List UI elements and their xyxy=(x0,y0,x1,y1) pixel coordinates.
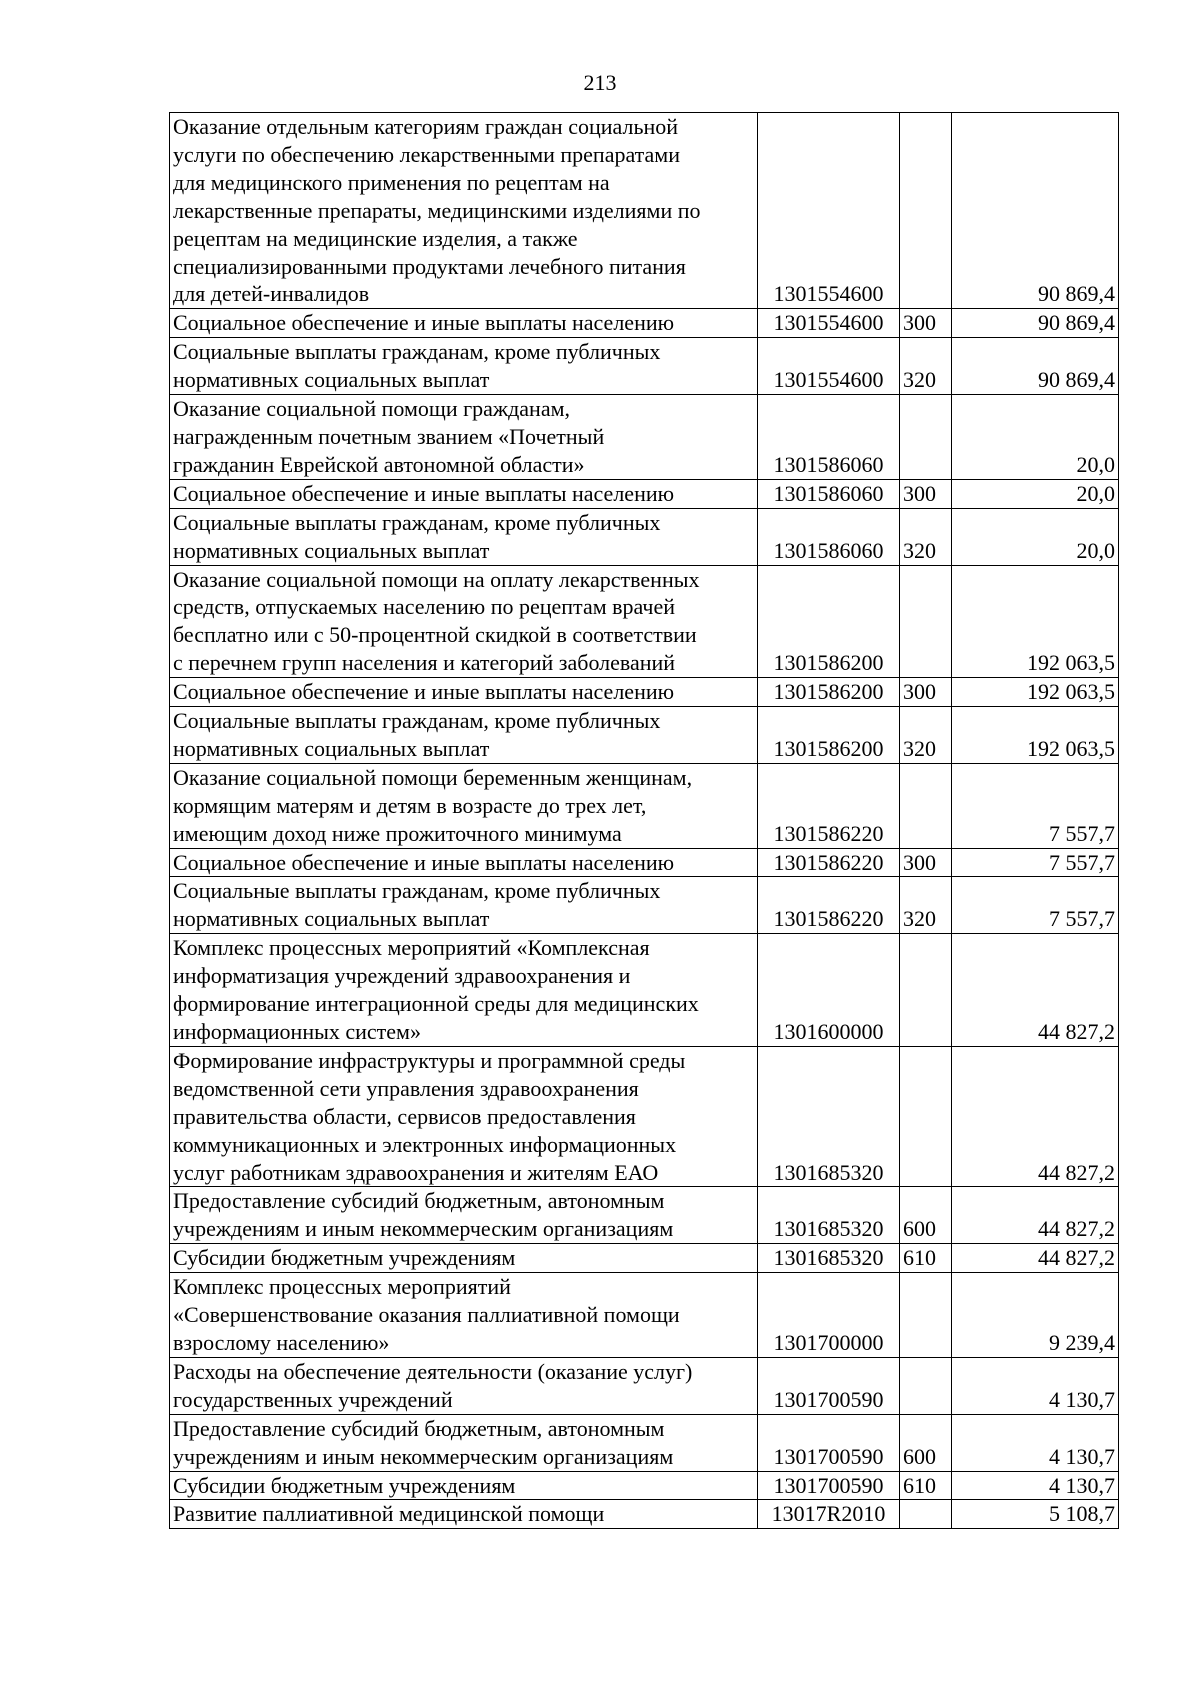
expense-name-line: награжденным почетным званием «Почетный xyxy=(173,423,605,449)
expense-name-line: информационных систем» xyxy=(173,1019,421,1044)
expense-name-cell xyxy=(170,479,758,508)
budget-table-body xyxy=(170,113,1119,1529)
amount-cell: 44 827,2 xyxy=(952,1244,1119,1273)
table-row xyxy=(170,707,1119,764)
expense-name-line: Социальное обеспечение и иные выплаты населению xyxy=(173,849,675,875)
expense-name-line: государственных учреждений xyxy=(173,1386,453,1412)
expense-name-line: Оказание отдельным категориям граждан социальной xyxy=(173,114,679,139)
expense-name-line: учреждениям и иным некоммерческим организациям xyxy=(173,1443,674,1469)
target-article-code-cell: 1301586060 xyxy=(758,508,900,565)
expense-type-code-cell xyxy=(900,1500,952,1529)
target-article-code-cell: 1301586060 xyxy=(758,479,900,508)
expense-name-line: Социальные выплаты гражданам, кроме публичных xyxy=(173,509,661,535)
expense-type-code-cell: 320 xyxy=(900,707,952,764)
expense-name-line: Субсидии бюджетным учреждениям xyxy=(173,1245,516,1271)
expense-name-line: «Совершенствование оказания паллиативной помощи xyxy=(173,1302,680,1328)
table-row xyxy=(170,877,1119,934)
target-article-code-cell: 1301600000 xyxy=(758,934,900,1047)
expense-name-line: Социальные выплаты гражданам, кроме публичных xyxy=(173,878,661,904)
expense-name-cell xyxy=(170,395,758,480)
amount-cell: 4 130,7 xyxy=(952,1414,1119,1471)
amount-cell: 7 557,7 xyxy=(952,848,1119,877)
expense-name-line: Оказание социальной помощи беременным женщинам, xyxy=(173,764,693,790)
expense-name-cell xyxy=(170,1187,758,1244)
expense-name-line: лекарственные препараты, медицинскими изделиями по xyxy=(173,197,701,223)
expense-name-line: кормящим матерям и детям в возрасте до трех лет, xyxy=(173,792,647,818)
expense-name-line: Социальное обеспечение и иные выплаты населению xyxy=(173,679,675,705)
expense-name-line: рецептам на медицинские изделия, а также xyxy=(173,225,578,251)
table-row xyxy=(170,763,1119,848)
expense-type-code-cell: 300 xyxy=(900,309,952,338)
expense-name-cell xyxy=(170,1357,758,1414)
table-row xyxy=(170,508,1119,565)
expense-name-line: для детей-инвалидов xyxy=(173,281,370,307)
amount-cell: 192 063,5 xyxy=(952,707,1119,764)
expense-name-line: взрослому населению» xyxy=(173,1329,390,1355)
target-article-code-cell: 1301700000 xyxy=(758,1273,900,1358)
expense-type-code-cell: 320 xyxy=(900,508,952,565)
target-article-code-cell: 1301586060 xyxy=(758,395,900,480)
table-row xyxy=(170,479,1119,508)
amount-cell: 20,0 xyxy=(952,479,1119,508)
expense-name-line: для медицинского применения по рецептам на xyxy=(173,169,610,195)
table-row xyxy=(170,1357,1119,1414)
expense-name-cell xyxy=(170,309,758,338)
amount-cell: 20,0 xyxy=(952,508,1119,565)
amount-cell: 7 557,7 xyxy=(952,877,1119,934)
expense-type-code-cell xyxy=(900,763,952,848)
expense-type-code-cell: 320 xyxy=(900,877,952,934)
expense-name-line: учреждениям и иным некоммерческим организациям xyxy=(173,1216,674,1242)
expense-name-line: услуг работникам здравоохранения и жителям ЕАО xyxy=(173,1159,659,1185)
expense-type-code-cell: 610 xyxy=(900,1471,952,1500)
expense-name-line: Субсидии бюджетным учреждениям xyxy=(173,1472,516,1498)
expense-type-code-cell xyxy=(900,395,952,480)
table-row xyxy=(170,678,1119,707)
target-article-code-cell: 1301685320 xyxy=(758,1187,900,1244)
expense-name-line: гражданин Еврейской автономной области» xyxy=(173,451,585,477)
expense-name-line: Социальные выплаты гражданам, кроме публичных xyxy=(173,339,661,365)
target-article-code-cell: 1301586220 xyxy=(758,848,900,877)
expense-name-line: Расходы на обеспечение деятельности (оказание услуг) xyxy=(173,1358,693,1384)
expense-name-line: Комплекс процессных мероприятий «Комплексная xyxy=(173,935,650,961)
expense-type-code-cell xyxy=(900,113,952,309)
expense-name-line: Предоставление субсидий бюджетным, автономным xyxy=(173,1415,665,1441)
target-article-code-cell: 1301700590 xyxy=(758,1414,900,1471)
expense-name-cell xyxy=(170,338,758,395)
target-article-code-cell: 1301685320 xyxy=(758,1244,900,1273)
expense-name-line: Социальное обеспечение и иные выплаты населению xyxy=(173,310,675,336)
expense-name-line: Предоставление субсидий бюджетным, автономным xyxy=(173,1188,665,1214)
amount-cell: 5 108,7 xyxy=(952,1500,1119,1529)
expense-name-cell xyxy=(170,707,758,764)
expense-name-line: имеющим доход ниже прожиточного минимума xyxy=(173,820,622,846)
expense-type-code-cell xyxy=(900,934,952,1047)
amount-cell: 44 827,2 xyxy=(952,1046,1119,1187)
expense-name-line: Комплекс процессных мероприятий xyxy=(173,1274,511,1300)
amount-cell: 9 239,4 xyxy=(952,1273,1119,1358)
expense-name-cell xyxy=(170,934,758,1047)
table-row xyxy=(170,565,1119,678)
expense-name-cell xyxy=(170,1046,758,1187)
expense-name-line: нормативных социальных выплат xyxy=(173,735,490,761)
table-row xyxy=(170,395,1119,480)
expense-name-line: нормативных социальных выплат xyxy=(173,367,490,393)
expense-name-cell xyxy=(170,763,758,848)
expense-type-code-cell: 300 xyxy=(900,479,952,508)
expense-name-cell xyxy=(170,508,758,565)
expense-name-line: Формирование инфраструктуры и программной среды xyxy=(173,1047,686,1073)
amount-cell: 20,0 xyxy=(952,395,1119,480)
expense-name-line: с перечнем групп населения и категорий заболеваний xyxy=(173,650,676,676)
amount-cell: 90 869,4 xyxy=(952,338,1119,395)
expense-name-line: Социальное обеспечение и иные выплаты населению xyxy=(173,480,675,506)
expense-name-cell xyxy=(170,1273,758,1358)
amount-cell: 90 869,4 xyxy=(952,113,1119,309)
expense-name-line: средств, отпускаемых населению по рецептам врачей xyxy=(173,594,676,620)
target-article-code-cell: 1301700590 xyxy=(758,1471,900,1500)
expense-name-line: формирование интеграционной среды для медицинских xyxy=(173,991,699,1017)
expense-name-line: услуги по обеспечению лекарственными препаратами xyxy=(173,141,680,167)
expense-name-line: Оказание социальной помощи гражданам, xyxy=(173,396,570,422)
expense-type-code-cell xyxy=(900,1273,952,1358)
expense-name-cell xyxy=(170,1244,758,1273)
target-article-code-cell: 13017R2010 xyxy=(758,1500,900,1529)
table-row xyxy=(170,1500,1119,1529)
expense-name-line: специализированными продуктами лечебного питания xyxy=(173,253,686,279)
target-article-code-cell: 1301586200 xyxy=(758,565,900,678)
table-row xyxy=(170,1414,1119,1471)
amount-cell: 4 130,7 xyxy=(952,1471,1119,1500)
amount-cell: 192 063,5 xyxy=(952,565,1119,678)
target-article-code-cell: 1301554600 xyxy=(758,309,900,338)
expense-name-line: коммуникационных и электронных информационных xyxy=(173,1131,677,1157)
amount-cell: 90 869,4 xyxy=(952,309,1119,338)
target-article-code-cell: 1301554600 xyxy=(758,338,900,395)
target-article-code-cell: 1301700590 xyxy=(758,1357,900,1414)
page-number: 213 xyxy=(583,70,617,95)
expense-name-line: Развитие паллиативной медицинской помощи xyxy=(173,1501,605,1527)
table-row xyxy=(170,338,1119,395)
expense-name-cell xyxy=(170,113,758,309)
amount-cell: 44 827,2 xyxy=(952,1187,1119,1244)
expense-name-cell xyxy=(170,1471,758,1500)
expense-name-line: бесплатно или с 50-процентной скидкой в соответствии xyxy=(173,622,697,648)
expense-name-line: нормативных социальных выплат xyxy=(173,906,490,932)
expense-type-code-cell: 600 xyxy=(900,1187,952,1244)
expense-name-cell xyxy=(170,877,758,934)
expense-name-cell xyxy=(170,1500,758,1529)
expense-name-cell xyxy=(170,678,758,707)
expense-type-code-cell xyxy=(900,1357,952,1414)
expense-name-line: нормативных социальных выплат xyxy=(173,537,490,563)
table-row xyxy=(170,1471,1119,1500)
amount-cell: 192 063,5 xyxy=(952,678,1119,707)
table-row xyxy=(170,1046,1119,1187)
table-row xyxy=(170,1187,1119,1244)
expense-name-line: информатизация учреждений здравоохранения и xyxy=(173,963,631,989)
target-article-code-cell: 1301586200 xyxy=(758,678,900,707)
table-row xyxy=(170,1244,1119,1273)
expense-type-code-cell xyxy=(900,1046,952,1187)
expense-type-code-cell xyxy=(900,565,952,678)
expense-type-code-cell: 610 xyxy=(900,1244,952,1273)
budget-table xyxy=(169,112,1119,1529)
expense-name-line: ведомственной сети управления здравоохранения xyxy=(173,1075,639,1101)
expense-name-cell xyxy=(170,1414,758,1471)
table-row xyxy=(170,1273,1119,1358)
expense-name-line: Оказание социальной помощи на оплату лекарственных xyxy=(173,566,700,592)
expense-name-cell xyxy=(170,565,758,678)
amount-cell: 4 130,7 xyxy=(952,1357,1119,1414)
expense-name-line: Социальные выплаты гражданам, кроме публичных xyxy=(173,708,661,734)
expense-type-code-cell: 300 xyxy=(900,678,952,707)
target-article-code-cell: 1301685320 xyxy=(758,1046,900,1187)
target-article-code-cell: 1301554600 xyxy=(758,113,900,309)
table-row xyxy=(170,309,1119,338)
table-row xyxy=(170,113,1119,309)
expense-type-code-cell: 300 xyxy=(900,848,952,877)
expense-name-line: правительства области, сервисов предоставления xyxy=(173,1103,636,1129)
amount-cell: 44 827,2 xyxy=(952,934,1119,1047)
target-article-code-cell: 1301586220 xyxy=(758,877,900,934)
table-row xyxy=(170,934,1119,1047)
amount-cell: 7 557,7 xyxy=(952,763,1119,848)
target-article-code-cell: 1301586220 xyxy=(758,763,900,848)
target-article-code-cell: 1301586200 xyxy=(758,707,900,764)
expense-name-cell xyxy=(170,848,758,877)
expense-type-code-cell: 320 xyxy=(900,338,952,395)
expense-type-code-cell: 600 xyxy=(900,1414,952,1471)
table-row xyxy=(170,848,1119,877)
